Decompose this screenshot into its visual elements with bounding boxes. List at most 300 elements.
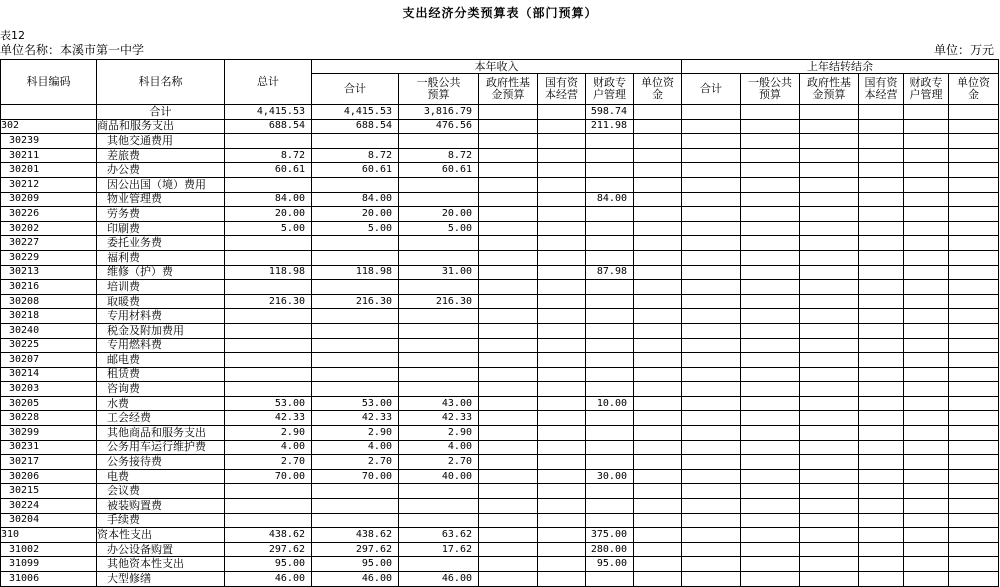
cell-total [225,177,312,192]
cell-prior-5 [949,177,999,192]
cell-name: 培训费 [97,280,225,295]
cell-c-fisc [586,411,634,426]
cell-code: 30208 [1,294,97,309]
cell-c-fund [479,557,538,572]
cell-code: 302 [1,119,97,134]
cell-prior-1 [741,396,800,411]
cell-prior-1 [741,148,800,163]
header-total: 总计 [225,60,312,105]
cell-prior-3 [859,294,904,309]
cell-total: 84.00 [225,192,312,207]
cell-c-unit [634,192,682,207]
cell-name: 商品和服务支出 [97,119,225,134]
cell-c-fund [479,294,538,309]
cell-c-unit [634,119,682,134]
cell-c-gen: 63.62 [399,528,479,543]
cell-prior-4 [904,163,949,178]
cell-prior-3 [859,105,904,120]
cell-c-fund [479,382,538,397]
cell-code: 30227 [1,236,97,251]
cell-prior-2 [800,382,859,397]
cell-c-total: 4.00 [312,440,399,455]
cell-prior-4 [904,280,949,295]
cell-prior-5 [949,528,999,543]
cell-prior-2 [800,469,859,484]
cell-prior-2 [800,134,859,149]
cell-total [225,382,312,397]
cell-c-total: 95.00 [312,557,399,572]
cell-c-gen [399,367,479,382]
cell-prior-1 [741,177,800,192]
cell-prior-5 [949,280,999,295]
cell-c-unit [634,250,682,265]
cell-c-fisc [586,484,634,499]
cell-c-total [312,236,399,251]
cell-code: 30240 [1,323,97,338]
cell-c-fisc: 30.00 [586,469,634,484]
cell-c-state [538,250,586,265]
cell-c-fund [479,177,538,192]
cell-prior-3 [859,207,904,222]
cell-prior-0 [682,426,741,441]
cell-prior-4 [904,221,949,236]
cell-c-state [538,177,586,192]
cell-c-fisc: 280.00 [586,542,634,557]
cell-c-fisc [586,455,634,470]
cell-c-fisc: 375.00 [586,528,634,543]
cell-c-unit [634,469,682,484]
cell-c-unit [634,382,682,397]
cell-prior-3 [859,469,904,484]
cell-total: 5.00 [225,221,312,236]
cell-prior-3 [859,134,904,149]
table-row [1,134,999,149]
cell-c-state [538,338,586,353]
cell-c-fund [479,542,538,557]
cell-name: 取暖费 [97,294,225,309]
cell-c-total [312,250,399,265]
cell-prior-3 [859,177,904,192]
cell-code: 30218 [1,309,97,324]
cell-prior-3 [859,250,904,265]
cell-c-fisc: 87.98 [586,265,634,280]
cell-prior-0 [682,367,741,382]
cell-prior-4 [904,469,949,484]
cell-c-unit [634,528,682,543]
cell-prior-3 [859,411,904,426]
cell-c-fund [479,440,538,455]
cell-name: 维修（护）费 [97,265,225,280]
cell-total [225,134,312,149]
cell-prior-2 [800,499,859,514]
cell-c-unit [634,542,682,557]
cell-c-state [538,455,586,470]
cell-prior-2 [800,353,859,368]
cell-prior-3 [859,309,904,324]
table-row [1,382,999,397]
cell-total [225,353,312,368]
cell-total [225,309,312,324]
cell-name: 会议费 [97,484,225,499]
cell-total: 53.00 [225,396,312,411]
cell-prior-2 [800,557,859,572]
cell-prior-2 [800,338,859,353]
cell-prior-3 [859,119,904,134]
cell-c-gen [399,353,479,368]
cell-c-fisc [586,163,634,178]
cell-c-gen: 216.30 [399,294,479,309]
cell-c-total: 46.00 [312,572,399,587]
cell-prior-4 [904,440,949,455]
cell-prior-5 [949,426,999,441]
header-code: 科目编码 [1,60,97,105]
cell-prior-0 [682,265,741,280]
cell-prior-3 [859,513,904,528]
cell-prior-2 [800,280,859,295]
cell-prior-4 [904,119,949,134]
cell-total [225,484,312,499]
cell-c-gen [399,192,479,207]
cell-c-total: 42.33 [312,411,399,426]
cell-c-state [538,105,586,120]
cell-prior-4 [904,338,949,353]
cell-c-fisc [586,338,634,353]
cell-c-total [312,353,399,368]
cell-prior-0 [682,455,741,470]
cell-prior-5 [949,192,999,207]
cell-prior-1 [741,119,800,134]
cell-prior-5 [949,338,999,353]
cell-c-state [538,134,586,149]
cell-c-state [538,542,586,557]
cell-c-unit [634,148,682,163]
cell-c-fund [479,572,538,587]
cell-c-fund [479,499,538,514]
cell-prior-1 [741,455,800,470]
cell-prior-4 [904,572,949,587]
cell-c-total: 8.72 [312,148,399,163]
cell-prior-2 [800,323,859,338]
cell-name: 福利费 [97,250,225,265]
cell-prior-2 [800,105,859,120]
cell-c-gen: 20.00 [399,207,479,222]
cell-name: 因公出国（境）费用 [97,177,225,192]
cell-c-total: 297.62 [312,542,399,557]
cell-c-gen [399,382,479,397]
cell-prior-0 [682,528,741,543]
cell-c-unit [634,134,682,149]
cell-total: 4,415.53 [225,105,312,120]
cell-name: 咨询费 [97,382,225,397]
cell-prior-4 [904,250,949,265]
cell-prior-5 [949,367,999,382]
table-row [1,484,999,499]
cell-c-fund [479,250,538,265]
cell-prior-1 [741,353,800,368]
cell-prior-2 [800,119,859,134]
cell-c-state [538,148,586,163]
cell-prior-2 [800,250,859,265]
cell-total: 4.00 [225,440,312,455]
cell-c-fund [479,426,538,441]
cell-prior-4 [904,353,949,368]
cell-code: 30202 [1,221,97,236]
cell-name: 电费 [97,469,225,484]
cell-c-unit [634,309,682,324]
cell-prior-1 [741,250,800,265]
cell-prior-1 [741,265,800,280]
cell-c-unit [634,367,682,382]
cell-c-gen: 8.72 [399,148,479,163]
cell-c-total: 5.00 [312,221,399,236]
cell-prior-1 [741,323,800,338]
cell-c-fisc [586,499,634,514]
cell-c-state [538,382,586,397]
cell-code: 30209 [1,192,97,207]
cell-c-total [312,177,399,192]
cell-c-total: 438.62 [312,528,399,543]
cell-prior-0 [682,250,741,265]
cell-name: 工会经费 [97,411,225,426]
cell-c-gen [399,499,479,514]
cell-total: 688.54 [225,119,312,134]
cell-prior-2 [800,163,859,178]
subheader-current-2: 政府性基 金预算 [479,74,538,105]
cell-c-gen: 42.33 [399,411,479,426]
cell-total: 42.33 [225,411,312,426]
cell-code: 30214 [1,367,97,382]
table-row [1,499,999,514]
cell-prior-2 [800,572,859,587]
table-row [1,367,999,382]
cell-c-fisc [586,367,634,382]
cell-c-fund [479,484,538,499]
budget-table [0,59,999,587]
unit-name: 单位名称：本溪市第一中学 [0,43,145,57]
cell-prior-4 [904,177,949,192]
cell-total [225,367,312,382]
cell-c-total: 20.00 [312,207,399,222]
cell-c-fisc [586,177,634,192]
cell-c-unit [634,265,682,280]
cell-code: 30207 [1,353,97,368]
cell-c-total: 118.98 [312,265,399,280]
cell-prior-5 [949,309,999,324]
cell-prior-5 [949,469,999,484]
cell-prior-2 [800,309,859,324]
cell-prior-5 [949,207,999,222]
currency-unit: 单位：万元 [933,43,994,57]
cell-c-total: 2.70 [312,455,399,470]
cell-prior-2 [800,367,859,382]
cell-c-gen [399,338,479,353]
cell-total: 46.00 [225,572,312,587]
cell-total [225,499,312,514]
cell-c-state [538,119,586,134]
cell-c-state [538,440,586,455]
cell-prior-0 [682,323,741,338]
cell-prior-3 [859,557,904,572]
cell-c-fisc [586,134,634,149]
cell-c-fund [479,396,538,411]
table-row [1,572,999,587]
cell-c-state [538,484,586,499]
cell-prior-1 [741,426,800,441]
cell-prior-4 [904,542,949,557]
cell-c-total [312,338,399,353]
cell-prior-4 [904,207,949,222]
cell-total: 70.00 [225,469,312,484]
cell-prior-3 [859,367,904,382]
cell-name: 专用燃料费 [97,338,225,353]
cell-prior-0 [682,221,741,236]
cell-prior-5 [949,455,999,470]
cell-c-unit [634,411,682,426]
cell-prior-5 [949,294,999,309]
cell-c-state [538,323,586,338]
cell-prior-4 [904,294,949,309]
cell-c-fund [479,221,538,236]
cell-prior-3 [859,280,904,295]
cell-c-unit [634,426,682,441]
cell-c-total: 84.00 [312,192,399,207]
cell-c-total: 53.00 [312,396,399,411]
cell-code: 30211 [1,148,97,163]
cell-c-state [538,309,586,324]
table-row [1,338,999,353]
cell-prior-4 [904,309,949,324]
cell-c-fund [479,309,538,324]
cell-code: 30217 [1,455,97,470]
page-title: 支出经济分类预算表（部门预算） [402,6,598,20]
cell-c-fisc: 598.74 [586,105,634,120]
cell-c-unit [634,221,682,236]
cell-name: 办公设备购置 [97,542,225,557]
cell-name: 公务接待费 [97,455,225,470]
cell-c-state [538,163,586,178]
cell-code: 30299 [1,426,97,441]
cell-name: 税金及附加费用 [97,323,225,338]
cell-c-gen: 5.00 [399,221,479,236]
table-row [1,426,999,441]
cell-c-unit [634,499,682,514]
cell-total: 60.61 [225,163,312,178]
cell-prior-5 [949,513,999,528]
cell-prior-1 [741,469,800,484]
cell-prior-3 [859,528,904,543]
cell-prior-1 [741,280,800,295]
cell-prior-5 [949,265,999,280]
cell-c-fund [479,455,538,470]
cell-c-gen: 2.90 [399,426,479,441]
subheader-prior-3: 国有资 本经营 [859,74,904,105]
cell-c-total [312,484,399,499]
cell-c-unit [634,207,682,222]
cell-name: 其他商品和服务支出 [97,426,225,441]
cell-c-gen [399,177,479,192]
cell-c-unit [634,455,682,470]
cell-prior-3 [859,148,904,163]
cell-prior-5 [949,119,999,134]
cell-code: 30206 [1,469,97,484]
table-row [1,236,999,251]
cell-prior-3 [859,163,904,178]
cell-total: 438.62 [225,528,312,543]
cell-prior-0 [682,440,741,455]
cell-c-fisc: 211.98 [586,119,634,134]
table-row [1,294,999,309]
cell-prior-2 [800,542,859,557]
cell-code: 30216 [1,280,97,295]
cell-prior-5 [949,411,999,426]
cell-prior-0 [682,338,741,353]
cell-prior-0 [682,192,741,207]
cell-prior-3 [859,499,904,514]
table-row [1,221,999,236]
table-row [1,105,999,120]
cell-c-total [312,382,399,397]
cell-c-state [538,265,586,280]
cell-code: 30203 [1,382,97,397]
cell-c-fund [479,192,538,207]
cell-total: 2.70 [225,455,312,470]
cell-total [225,250,312,265]
table-row [1,250,999,265]
cell-name: 租赁费 [97,367,225,382]
cell-c-unit [634,177,682,192]
cell-name: 差旅费 [97,148,225,163]
cell-c-fund [479,469,538,484]
cell-total [225,280,312,295]
table-row [1,177,999,192]
cell-name: 公务用车运行维护费 [97,440,225,455]
cell-c-fund [479,338,538,353]
cell-c-state [538,236,586,251]
cell-code: 30213 [1,265,97,280]
cell-name: 被装购置费 [97,499,225,514]
cell-code: 30231 [1,440,97,455]
cell-c-state [538,572,586,587]
cell-code: 31002 [1,542,97,557]
cell-c-fund [479,513,538,528]
cell-c-gen [399,309,479,324]
cell-code: 30205 [1,396,97,411]
cell-prior-2 [800,177,859,192]
cell-c-gen [399,236,479,251]
table-row [1,411,999,426]
cell-total: 20.00 [225,207,312,222]
cell-c-fund [479,411,538,426]
cell-total: 216.30 [225,294,312,309]
cell-c-fisc [586,323,634,338]
cell-c-gen: 31.00 [399,265,479,280]
subheader-prior-5: 单位资 金 [949,74,999,105]
cell-prior-0 [682,134,741,149]
cell-c-fund [479,265,538,280]
cell-c-gen: 17.62 [399,542,479,557]
cell-code: 30224 [1,499,97,514]
cell-prior-3 [859,265,904,280]
cell-c-state [538,192,586,207]
table-row [1,469,999,484]
cell-prior-4 [904,105,949,120]
cell-code: 30225 [1,338,97,353]
cell-c-state [538,367,586,382]
cell-c-fisc [586,382,634,397]
table-row [1,309,999,324]
cell-prior-4 [904,426,949,441]
cell-code: 30204 [1,513,97,528]
